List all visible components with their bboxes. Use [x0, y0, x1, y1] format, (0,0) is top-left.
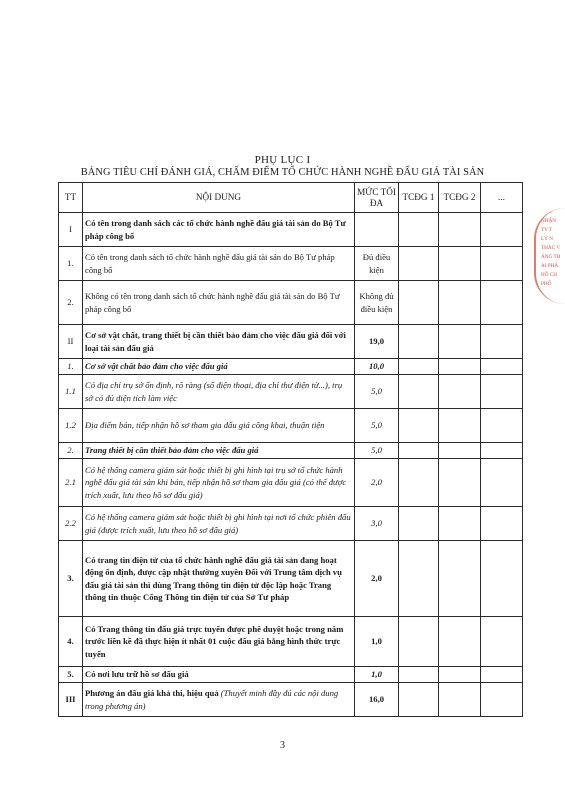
row-number: 1. — [59, 247, 83, 281]
stamp-line: ÁNG TH — [541, 254, 561, 260]
criteria-table — [58, 182, 523, 717]
row-content-main: Phương án đấu giá khả thi, hiệu quả — [85, 688, 219, 699]
col-header-more: ... — [481, 183, 523, 213]
table-row — [59, 507, 523, 541]
row-score: Đủ điều kiện — [355, 247, 399, 281]
row-score: 16,0 — [355, 683, 399, 717]
score-cell[interactable] — [481, 409, 523, 443]
stamp-line: LÝ N — [541, 236, 553, 242]
score-cell[interactable] — [481, 375, 523, 409]
row-number: 1. — [59, 359, 83, 375]
score-cell[interactable] — [439, 359, 481, 375]
table-row — [59, 541, 523, 617]
table-row — [59, 359, 523, 375]
score-cell[interactable] — [481, 359, 523, 375]
score-cell[interactable] — [399, 683, 439, 717]
row-content: Có địa chỉ trụ sở ổn định, rõ ràng (số điện thoại, địa chỉ thư điện tử...), trụ sở có đủ diện tích làm việc — [83, 375, 355, 409]
table-row — [59, 459, 523, 507]
row-number: III — [59, 683, 83, 717]
score-cell[interactable] — [481, 617, 523, 667]
score-cell[interactable] — [399, 325, 439, 359]
appendix-title: PHỤ LỤC I — [254, 154, 311, 166]
row-score: 5,0 — [355, 375, 399, 409]
score-cell[interactable] — [439, 507, 481, 541]
stamp-line: TY T — [541, 227, 553, 233]
score-cell[interactable] — [481, 459, 523, 507]
row-content-note: (Thuyết minh đầy đủ các nội dung trong phương án) — [85, 688, 339, 711]
score-cell[interactable] — [399, 247, 439, 281]
row-content: Có trang tin điện tử của tổ chức hành nghề đấu giá tài sản đang hoạt động ổn định, được cập nhật thường xuyên Đối với Trung tâm dịch vụ đấu giá tài sản thì dùng Trang thông tin điện tử độc lập hoặc Trang thông tin thuộc Cổng Thông tin điện tử của Sở Tư pháp — [83, 541, 355, 617]
row-score: 1,0 — [355, 617, 399, 667]
table-header-row — [59, 183, 523, 213]
col-header-tcdg2: TCĐG 2 — [439, 183, 481, 213]
row-content: Cơ sở vật chất, trang thiết bị cần thiết bảo đảm cho việc đấu giá đối với loại tài sản đấu giá — [83, 325, 355, 359]
red-seal-stamp — [534, 208, 565, 304]
row-content: Trang thiết bị cần thiết bảo đảm cho việc đấu giá — [83, 443, 355, 459]
score-cell[interactable] — [481, 213, 523, 247]
score-cell[interactable] — [439, 667, 481, 683]
row-content: Có tên trong danh sách các tổ chức hành nghề đấu giá tài sản do Bộ Tư pháp công bố — [83, 213, 355, 247]
row-number: 2. — [59, 443, 83, 459]
row-content: Có Trang thông tin đấu giá trực tuyến được phê duyệt hoặc trong năm trước liền kề đã thực hiện ít nhất 01 cuộc đấu giá bằng hình thức trực tuyến — [83, 617, 355, 667]
score-cell[interactable] — [399, 281, 439, 325]
table-row — [59, 281, 523, 325]
stamp-line: PHỐ — [541, 281, 552, 287]
score-cell[interactable] — [399, 213, 439, 247]
score-cell[interactable] — [481, 443, 523, 459]
row-number: II — [59, 325, 83, 359]
stamp-line: AI PHÁ — [541, 263, 559, 269]
stamp-line: TO C — [541, 209, 553, 215]
table-row — [59, 683, 523, 717]
row-content — [83, 683, 355, 717]
table-row — [59, 617, 523, 667]
stamp-line: THÁC V — [541, 245, 561, 251]
col-header-tt: TT — [59, 183, 83, 213]
row-number: 1.1 — [59, 375, 83, 409]
score-cell[interactable] — [399, 667, 439, 683]
table-row — [59, 409, 523, 443]
score-cell[interactable] — [399, 359, 439, 375]
row-content: Cơ sở vật chất bảo đảm cho việc đấu giá — [83, 359, 355, 375]
table-row — [59, 247, 523, 281]
appendix-subtitle: BẢNG TIÊU CHÍ ĐÁNH GIÁ, CHẤM ĐIỂM TỔ CHỨC HÀNH NGHỀ ĐẤU GIÁ TÀI SẢN — [80, 167, 485, 178]
row-content: Có hệ thống camera giám sát hoặc thiết bị ghi hình tại nơi tổ chức phiên đấu giá (được trích xuất, lưu theo hồ sơ đấu giá) — [83, 507, 355, 541]
table-row — [59, 213, 523, 247]
row-number: 2.2 — [59, 507, 83, 541]
score-cell[interactable] — [399, 617, 439, 667]
stamp-line: NHẬN — [541, 218, 556, 224]
row-score: 10,0 — [355, 359, 399, 375]
row-score: 5,0 — [355, 409, 399, 443]
score-cell[interactable] — [439, 683, 481, 717]
row-number: 4. — [59, 617, 83, 667]
table-row — [59, 667, 523, 683]
score-cell[interactable] — [481, 281, 523, 325]
page-number: 3 — [280, 740, 285, 751]
score-cell[interactable] — [399, 459, 439, 507]
score-cell[interactable] — [399, 507, 439, 541]
row-number: I — [59, 213, 83, 247]
score-cell[interactable] — [481, 683, 523, 717]
row-score: 2,0 — [355, 459, 399, 507]
score-cell[interactable] — [481, 507, 523, 541]
row-score: 5,0 — [355, 443, 399, 459]
row-score: 1,0 — [355, 667, 399, 683]
score-cell[interactable] — [439, 281, 481, 325]
col-header-content: NỘI DUNG — [83, 183, 355, 213]
table-row — [59, 325, 523, 359]
row-content: Có tên trong danh sách tổ chức hành nghề đấu giá tài sản do Bộ Tư pháp công bố — [83, 247, 355, 281]
score-cell[interactable] — [481, 667, 523, 683]
row-score: 2,0 — [355, 541, 399, 617]
score-cell[interactable] — [439, 409, 481, 443]
row-score — [355, 213, 399, 247]
score-cell[interactable] — [399, 541, 439, 617]
score-cell[interactable] — [439, 443, 481, 459]
table-row — [59, 443, 523, 459]
score-cell[interactable] — [481, 541, 523, 617]
row-score: 3,0 — [355, 507, 399, 541]
row-content: Không có tên trong danh sách tổ chức hành nghề đấu giá tài sản do Bộ Tư pháp công bố — [83, 281, 355, 325]
row-content: Địa điểm bán, tiếp nhận hồ sơ tham gia đấu giá công khai, thuận tiện — [83, 409, 355, 443]
score-cell[interactable] — [439, 213, 481, 247]
row-number: 2. — [59, 281, 83, 325]
score-cell[interactable] — [439, 541, 481, 617]
score-cell[interactable] — [439, 459, 481, 507]
score-cell[interactable] — [439, 247, 481, 281]
score-cell[interactable] — [399, 443, 439, 459]
row-score: Không đủ điều kiện — [355, 281, 399, 325]
score-cell[interactable] — [439, 617, 481, 667]
score-cell[interactable] — [481, 325, 523, 359]
col-header-max: MỨC TỐI ĐA — [355, 183, 399, 213]
row-content: Có hệ thống camera giám sát hoặc thiết bị ghi hình tại trụ sở tổ chức hành nghề đấu giá tài sản khi bán, tiếp nhận hồ sơ tham gia đấu giá (có thể được trích xuất, lưu theo hồ sơ đấu giá) — [83, 459, 355, 507]
row-number: 3. — [59, 541, 83, 617]
row-score: 19,0 — [355, 325, 399, 359]
row-number: 1.2 — [59, 409, 83, 443]
col-header-tcdg1: TCĐG 1 — [399, 183, 439, 213]
score-cell[interactable] — [439, 375, 481, 409]
table-row — [59, 375, 523, 409]
score-cell[interactable] — [399, 409, 439, 443]
row-number: 5. — [59, 667, 83, 683]
score-cell[interactable] — [399, 375, 439, 409]
row-content: Có nơi lưu trữ hồ sơ đấu giá — [83, 667, 355, 683]
row-number: 2.1 — [59, 459, 83, 507]
score-cell[interactable] — [439, 325, 481, 359]
score-cell[interactable] — [481, 247, 523, 281]
stamp-line: HỒ CH — [541, 272, 557, 278]
